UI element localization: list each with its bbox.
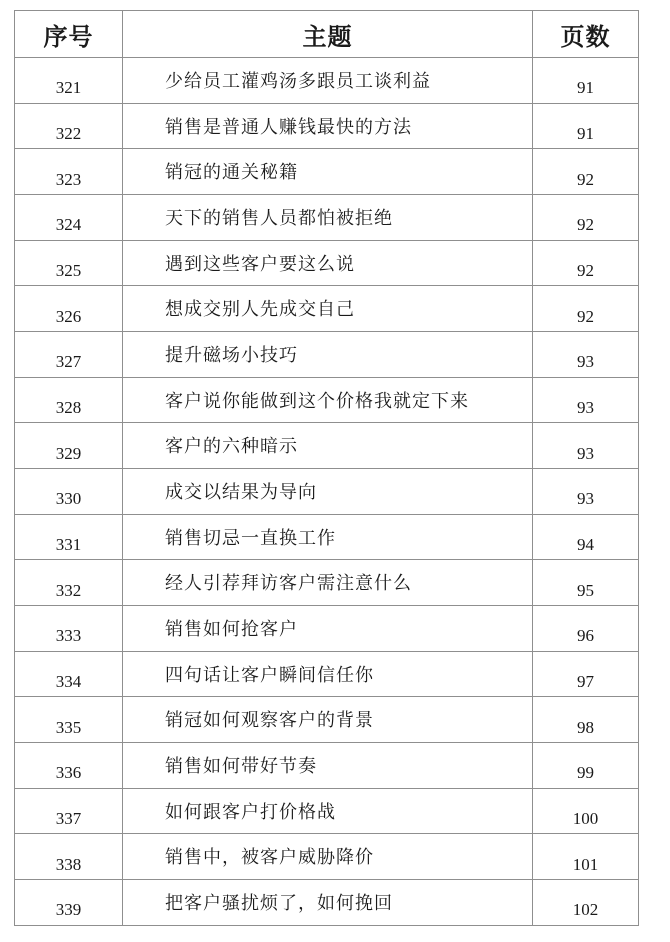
row-page: 92 <box>533 286 639 332</box>
row-topic: 遇到这些客户要这么说 <box>123 240 533 286</box>
row-page: 92 <box>533 195 639 241</box>
row-index: 335 <box>15 697 123 743</box>
table-row <box>15 58 639 104</box>
row-index: 339 <box>15 880 123 926</box>
row-page: 100 <box>533 788 639 834</box>
row-index: 328 <box>15 377 123 423</box>
row-index: 321 <box>15 58 123 104</box>
row-index: 327 <box>15 332 123 378</box>
row-topic: 把客户骚扰烦了，如何挽回 <box>123 880 533 926</box>
table-row <box>15 514 639 560</box>
row-topic: 客户说你能做到这个价格我就定下来 <box>123 377 533 423</box>
row-index: 331 <box>15 514 123 560</box>
table-row <box>15 469 639 515</box>
table-row <box>15 606 639 652</box>
row-page: 93 <box>533 423 639 469</box>
table-row <box>15 286 639 332</box>
row-page: 101 <box>533 834 639 880</box>
row-index: 329 <box>15 423 123 469</box>
row-page: 94 <box>533 514 639 560</box>
row-page: 95 <box>533 560 639 606</box>
row-topic: 销售切忌一直换工作 <box>123 514 533 560</box>
row-index: 336 <box>15 743 123 789</box>
row-topic: 销售如何带好节奏 <box>123 743 533 789</box>
table-of-contents <box>14 10 639 926</box>
table-row <box>15 377 639 423</box>
row-page: 92 <box>533 149 639 195</box>
row-topic: 客户的六种暗示 <box>123 423 533 469</box>
row-page: 99 <box>533 743 639 789</box>
row-index: 332 <box>15 560 123 606</box>
table-row <box>15 880 639 926</box>
row-topic: 销售是普通人赚钱最快的方法 <box>123 103 533 149</box>
table-row <box>15 240 639 286</box>
row-topic: 想成交别人先成交自己 <box>123 286 533 332</box>
row-page: 93 <box>533 377 639 423</box>
table-row <box>15 195 639 241</box>
row-page: 96 <box>533 606 639 652</box>
row-page: 97 <box>533 651 639 697</box>
row-index: 333 <box>15 606 123 652</box>
row-page: 102 <box>533 880 639 926</box>
row-page: 93 <box>533 469 639 515</box>
row-index: 322 <box>15 103 123 149</box>
row-topic: 天下的销售人员都怕被拒绝 <box>123 195 533 241</box>
table-row <box>15 697 639 743</box>
row-topic: 销售中，被客户威胁降价 <box>123 834 533 880</box>
row-topic: 销冠如何观察客户的背景 <box>123 697 533 743</box>
row-topic: 经人引荐拜访客户需注意什么 <box>123 560 533 606</box>
row-page: 93 <box>533 332 639 378</box>
header-topic: 主题 <box>123 11 533 58</box>
row-index: 330 <box>15 469 123 515</box>
row-page: 98 <box>533 697 639 743</box>
table-row <box>15 651 639 697</box>
row-page: 91 <box>533 103 639 149</box>
table-row <box>15 149 639 195</box>
row-index: 337 <box>15 788 123 834</box>
table-row <box>15 834 639 880</box>
header-row <box>15 11 639 58</box>
table-row <box>15 103 639 149</box>
table-row <box>15 332 639 378</box>
table-row <box>15 788 639 834</box>
header-pages: 页数 <box>533 11 639 58</box>
row-topic: 四句话让客户瞬间信任你 <box>123 651 533 697</box>
row-topic: 销冠的通关秘籍 <box>123 149 533 195</box>
row-page: 91 <box>533 58 639 104</box>
row-topic: 如何跟客户打价格战 <box>123 788 533 834</box>
table-row <box>15 743 639 789</box>
header-index: 序号 <box>15 11 123 58</box>
table-row <box>15 423 639 469</box>
row-topic: 销售如何抢客户 <box>123 606 533 652</box>
row-index: 338 <box>15 834 123 880</box>
table-row <box>15 560 639 606</box>
row-topic: 少给员工灌鸡汤多跟员工谈利益 <box>123 58 533 104</box>
row-index: 326 <box>15 286 123 332</box>
row-topic: 成交以结果为导向 <box>123 469 533 515</box>
row-index: 334 <box>15 651 123 697</box>
row-index: 323 <box>15 149 123 195</box>
row-topic: 提升磁场小技巧 <box>123 332 533 378</box>
row-page: 92 <box>533 240 639 286</box>
row-index: 325 <box>15 240 123 286</box>
row-index: 324 <box>15 195 123 241</box>
